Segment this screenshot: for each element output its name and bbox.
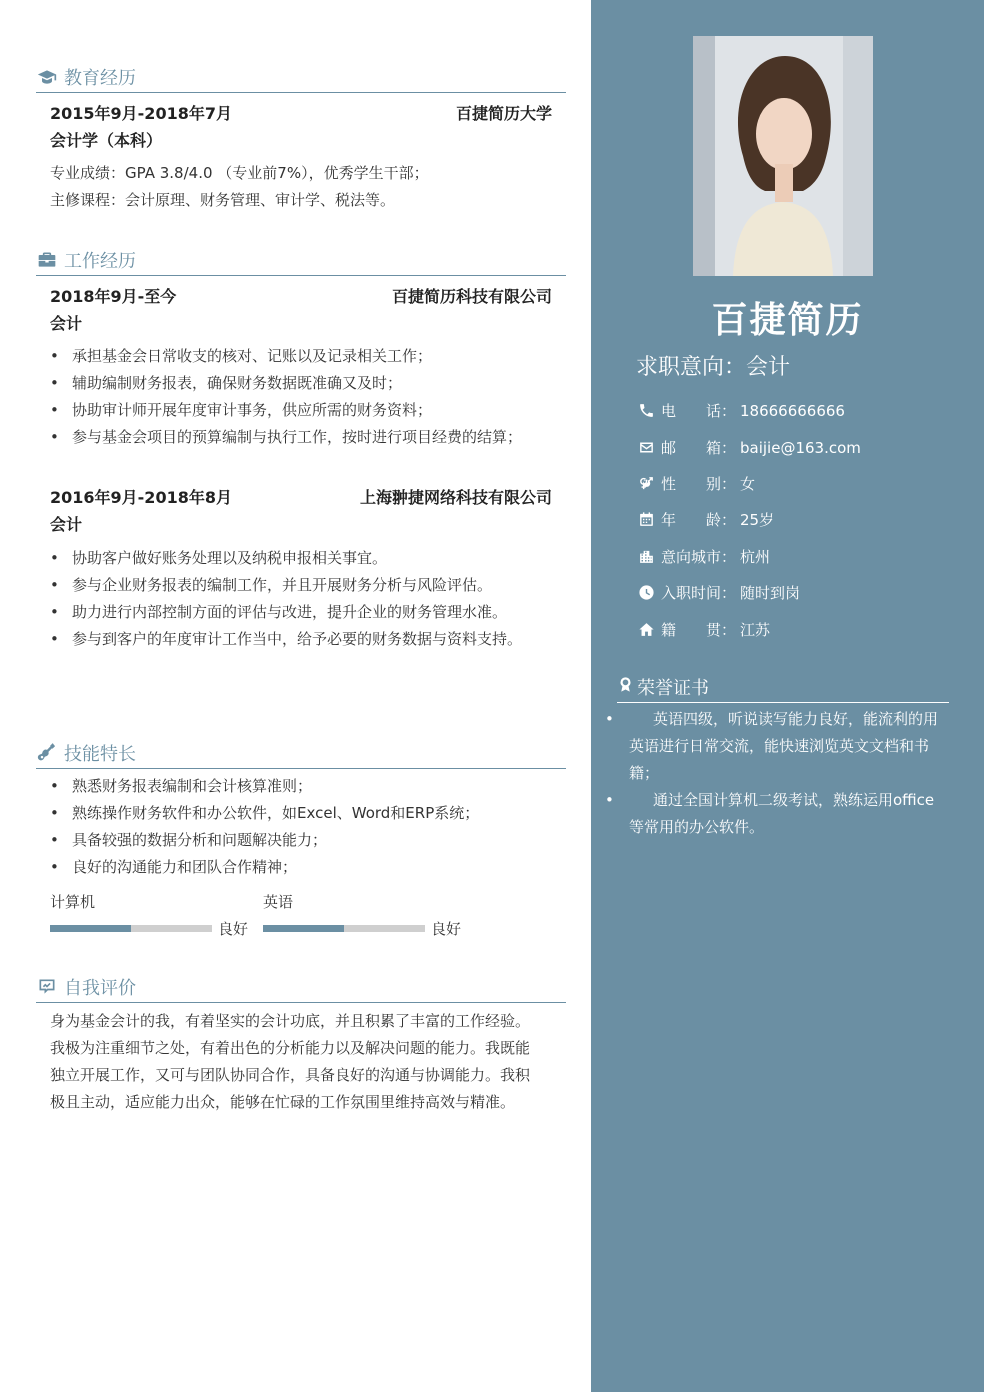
skill-bar-label: 计算机	[50, 893, 96, 911]
skill-bar-level: 良好	[431, 920, 462, 938]
honors-header	[617, 672, 949, 703]
list-item: • 协助客户做好账务处理以及纳税申报相关事宜。	[50, 545, 550, 572]
list-item: • 通过全国计算机二级考试，熟练运用office等常用的办公软件。	[629, 787, 939, 841]
job-duties	[50, 545, 550, 653]
list-item: • 熟悉财务报表编制和会计核算准则；	[50, 773, 550, 800]
list-item: • 协助审计师开展年度审计事务，供应所需的财务资料；	[50, 397, 550, 424]
job-row	[50, 284, 552, 307]
education-row	[50, 101, 552, 124]
gender-icon	[636, 474, 656, 494]
job-company: 上海翀捷网络科技有限公司	[359, 488, 552, 507]
list-item: • 英语四级，听说读写能力良好，能流利的用英语进行日常交流，能快速浏览英文文档和书籍；	[629, 706, 939, 787]
work-header	[36, 245, 566, 276]
info-city	[636, 546, 770, 567]
job-duties	[50, 343, 550, 451]
info-label: 邮 箱：	[661, 439, 737, 457]
list-item: • 承担基金会日常收支的核对、记账以及记录相关工作；	[50, 343, 550, 370]
info-value: baijie@163.com	[740, 438, 861, 457]
info-label: 性 别：	[661, 475, 737, 493]
profile-sidebar	[591, 0, 984, 1392]
self-eval-title: 自我评价	[64, 978, 136, 999]
info-email	[636, 437, 861, 458]
education-title: 教育经历	[64, 68, 136, 89]
info-label: 意向城市：	[661, 548, 737, 566]
info-value: 18666666666	[740, 401, 845, 420]
avatar	[693, 36, 873, 276]
skills-list	[50, 773, 550, 881]
list-item: • 参与企业财务报表的编制工作，并且开展财务分析与风险评估。	[50, 572, 550, 599]
job-date: 2018年9月-至今	[50, 287, 177, 306]
work-title: 工作经历	[64, 251, 136, 272]
info-label: 电 话：	[661, 402, 737, 420]
graduation-cap-icon	[36, 66, 58, 88]
self-eval-header	[36, 972, 566, 1003]
guitar-icon	[36, 742, 58, 764]
skill-bar-fill	[263, 925, 344, 932]
list-item: • 良好的沟通能力和团队合作精神；	[50, 854, 550, 881]
education-date: 2015年9月-2018年7月	[50, 104, 232, 123]
list-item: • 参与到客户的年度审计工作当中，给予必要的财务数据与资料支持。	[50, 626, 550, 653]
candidate-name: 百捷简历	[711, 300, 864, 341]
clock-icon	[636, 583, 656, 603]
info-label: 年 龄：	[661, 511, 737, 529]
education-details	[50, 160, 550, 214]
education-header	[36, 62, 566, 93]
list-item: • 助力进行内部控制方面的评估与改进，提升企业的财务管理水准。	[50, 599, 550, 626]
award-icon	[617, 676, 634, 698]
job-role: 会计	[50, 314, 83, 333]
list-item: • 具备较强的数据分析和问题解决能力；	[50, 827, 550, 854]
skills-title: 技能特长	[64, 744, 136, 765]
skill-bar-fill	[50, 925, 131, 932]
education-line: 主修课程：会计原理、财务管理、审计学、税法等。	[50, 191, 396, 209]
education-school: 百捷简历大学	[455, 104, 552, 123]
skill-bar-computer	[50, 925, 212, 932]
job-company: 百捷简历科技有限公司	[391, 287, 552, 306]
info-value: 随时到岗	[740, 584, 801, 602]
skills-header	[36, 738, 566, 769]
skill-bar-english	[263, 925, 425, 932]
list-item: • 参与基金会项目的预算编制与执行工作，按时进行项目经费的结算；	[50, 424, 550, 451]
info-value: 女	[740, 475, 756, 493]
mail-icon	[636, 438, 656, 458]
info-label: 入职时间：	[661, 584, 737, 602]
presentation-icon	[36, 976, 58, 998]
phone-icon	[636, 401, 656, 421]
skill-bar-label: 英语	[263, 893, 294, 911]
info-value: 杭州	[740, 548, 771, 566]
education-major: 会计学（本科）	[50, 131, 163, 150]
home-icon	[636, 620, 656, 640]
job-row	[50, 485, 552, 508]
list-item: • 熟练操作财务软件和办公软件，如Excel、Word和ERP系统；	[50, 800, 550, 827]
honors-list	[629, 706, 939, 841]
calendar-icon	[636, 510, 656, 530]
honors-title: 荣誉证书	[637, 678, 709, 699]
info-age	[636, 509, 774, 530]
info-start	[636, 582, 800, 603]
briefcase-icon	[36, 249, 58, 271]
job-intent: 求职意向：会计	[636, 355, 791, 380]
info-gender	[636, 473, 755, 494]
info-value: 25岁	[740, 511, 775, 529]
education-line: 专业成绩：GPA 3.8/4.0 （专业前7%），优秀学生干部；	[50, 164, 429, 182]
list-item: • 辅助编制财务报表，确保财务数据既准确又及时；	[50, 370, 550, 397]
job-role: 会计	[50, 515, 83, 534]
info-hometown	[636, 619, 770, 640]
info-label: 籍 贯：	[661, 621, 737, 639]
job-date: 2016年9月-2018年8月	[50, 488, 232, 507]
city-icon	[636, 547, 656, 567]
skill-bar-level: 良好	[218, 920, 249, 938]
info-phone	[636, 400, 845, 421]
self-eval-text: 身为基金会计的我，有着坚实的会计功底，并且积累了丰富的工作经验。我极为注重细节之处，有着出色的分析能力以及解决问题的能力。我既能独立开展工作，又可与团队协同合作，具备良好的沟通与协调能力。我积极且主动，适应能力出众，能够在忙碌的工作氛围里维持高效与精准。	[50, 1012, 531, 1111]
info-value: 江苏	[740, 621, 771, 639]
